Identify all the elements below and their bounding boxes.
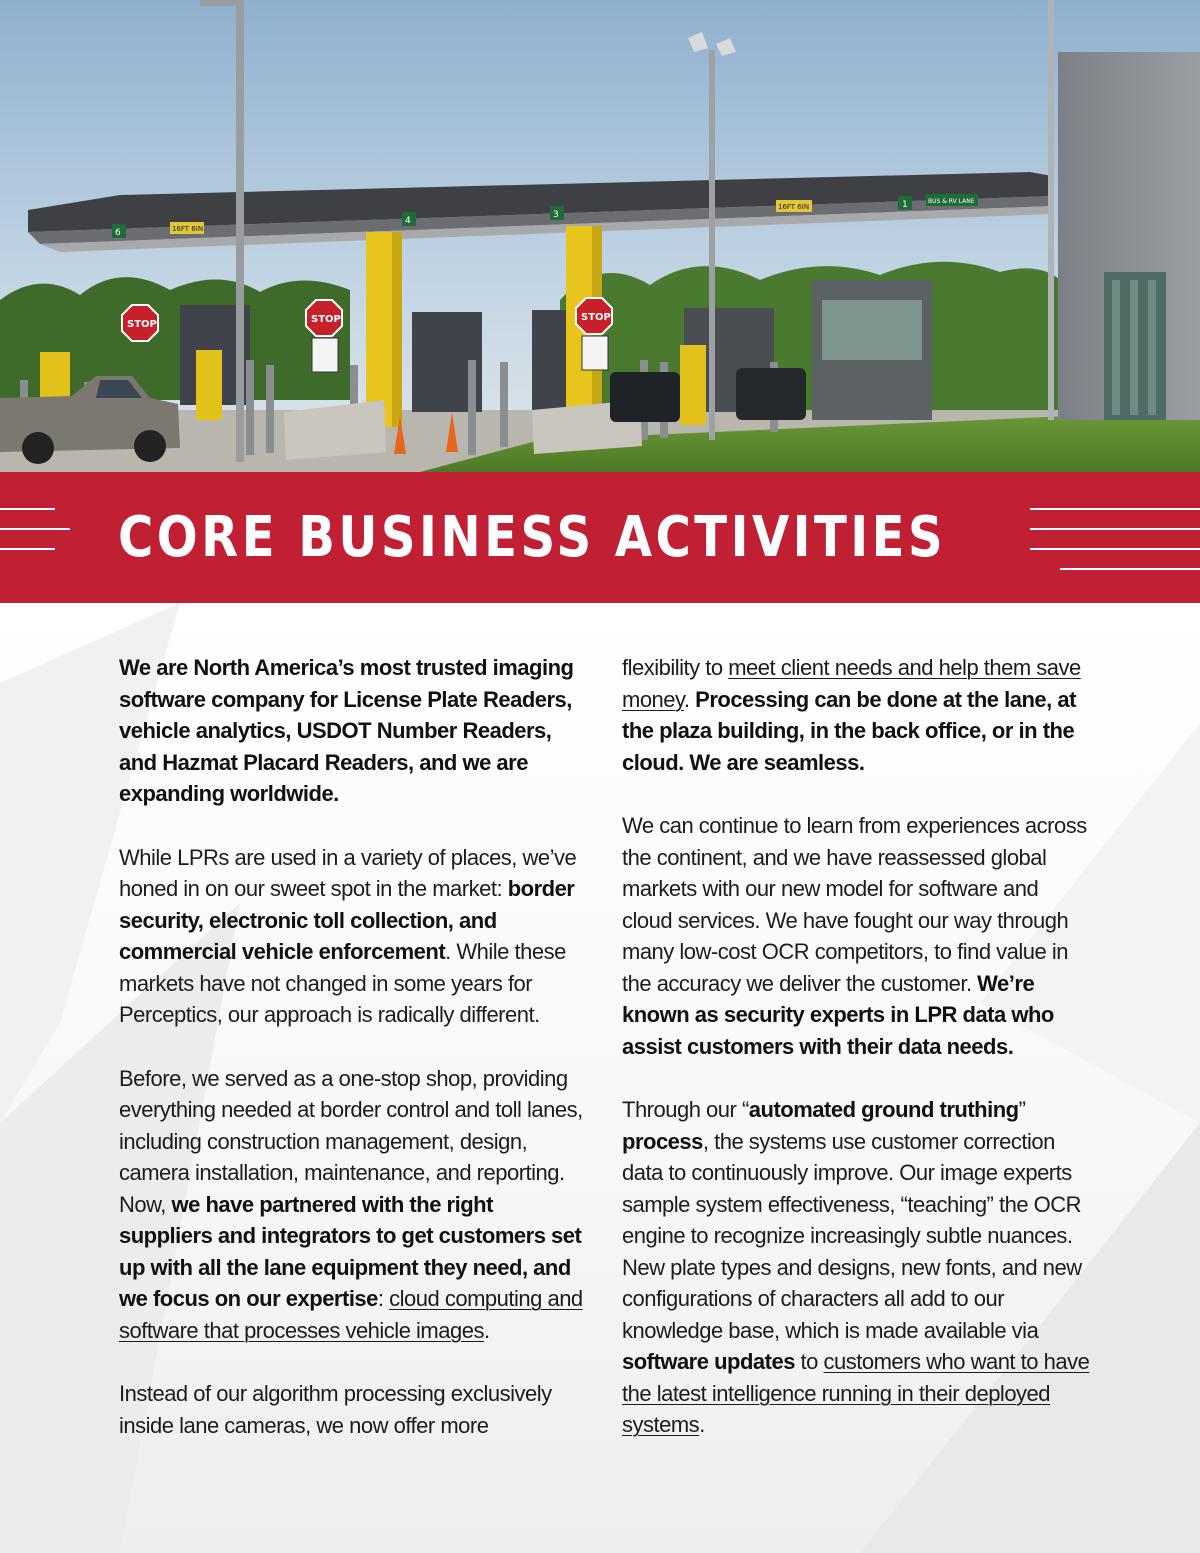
intro-paragraph: We are North America’s most trusted imaging software company for License Plate Readers, vehicle analytics, USDOT Number Readers, and Hazmat Placard Readers, and we are expanding worldwide.: [119, 655, 574, 806]
market-paragraph: While LPRs are used in a variety of places, we’ve honed in on our sweet spot in the market: border security, electronic toll collection, and commercial vehicle enforcement. While these markets have not changed in some years for Perceptics, our approach is radically different.: [119, 844, 577, 1027]
stop-sign-2: [306, 300, 342, 336]
client-needs-link[interactable]: meet client needs and help them save money: [622, 655, 1081, 712]
latest-intelligence-link[interactable]: customers who want to have the latest intelligence running in their deployed systems: [622, 1349, 1090, 1437]
stop-sign-1: [122, 305, 158, 341]
banner-decor-lines-right: [1030, 508, 1200, 570]
ground-truthing-paragraph: Through our “automated ground truthing” process, the systems use customer correction data to continuously improve. Our image experts sample system effectiveness, “teaching” the OCR engine to recognize increasingly subtle nuances. New plate types and designs, new fonts, and new configurations of characters all add to our knowledge base, which is made available via software updates to customers who want to have the latest intelligence running in their deployed systems.: [622, 1097, 1090, 1437]
lane-number-3: 3: [553, 210, 559, 220]
cloud-software-link[interactable]: cloud computing and software that processes vehicle images: [119, 1286, 583, 1343]
flexibility-paragraph: flexibility to meet client needs and help them save money. Processing can be done at the lane, at the plaza building, in the back office, or in the cloud. We are seamless.: [622, 655, 1081, 775]
text-column-right: [622, 652, 1092, 1473]
lane-number-4: 4: [405, 216, 411, 226]
text-column-left: [119, 652, 589, 1473]
svg-text:STOP: STOP: [581, 312, 611, 323]
height-sign-2: 16FT 6IN: [778, 203, 810, 211]
page-title: CORE BUSINESS ACTIVITIES: [118, 505, 947, 570]
lane-number-1: 1: [902, 200, 908, 210]
svg-text:STOP: STOP: [311, 314, 341, 325]
stop-sign-3: [576, 298, 612, 334]
lane-number-6: 6: [115, 228, 121, 238]
height-sign-1: 16FT 6IN: [172, 225, 204, 233]
bus-rv-lane-sign: BUS & RV LANE: [928, 198, 975, 205]
algorithm-paragraph: Instead of our algorithm processing exclusively inside lane cameras, we now offer more: [119, 1381, 552, 1438]
toll-plaza-illustration: [0, 0, 1200, 472]
svg-text:STOP: STOP: [127, 319, 157, 330]
experience-paragraph: We can continue to learn from experiences across the continent, and we have reassessed global markets with our new model for software and cloud services. We have fought our way through many low-cost OCR competitors, to find value in the accuracy we deliver the customer. We’re known as security experts in LPR data who assist customers with their data needs.: [622, 813, 1087, 1059]
hero-photo-toll-plaza: [0, 0, 1200, 472]
title-banner: [0, 472, 1200, 603]
partners-paragraph: Before, we served as a one-stop shop, providing everything needed at border control and toll lanes, including construction management, design, camera installation, maintenance, and reporting. Now, we have partnered with the right suppliers and integrators to get customers set up with all the lane equipment they need, and we focus on our expertise: cloud computing and software that processes vehicle images.: [119, 1065, 583, 1343]
